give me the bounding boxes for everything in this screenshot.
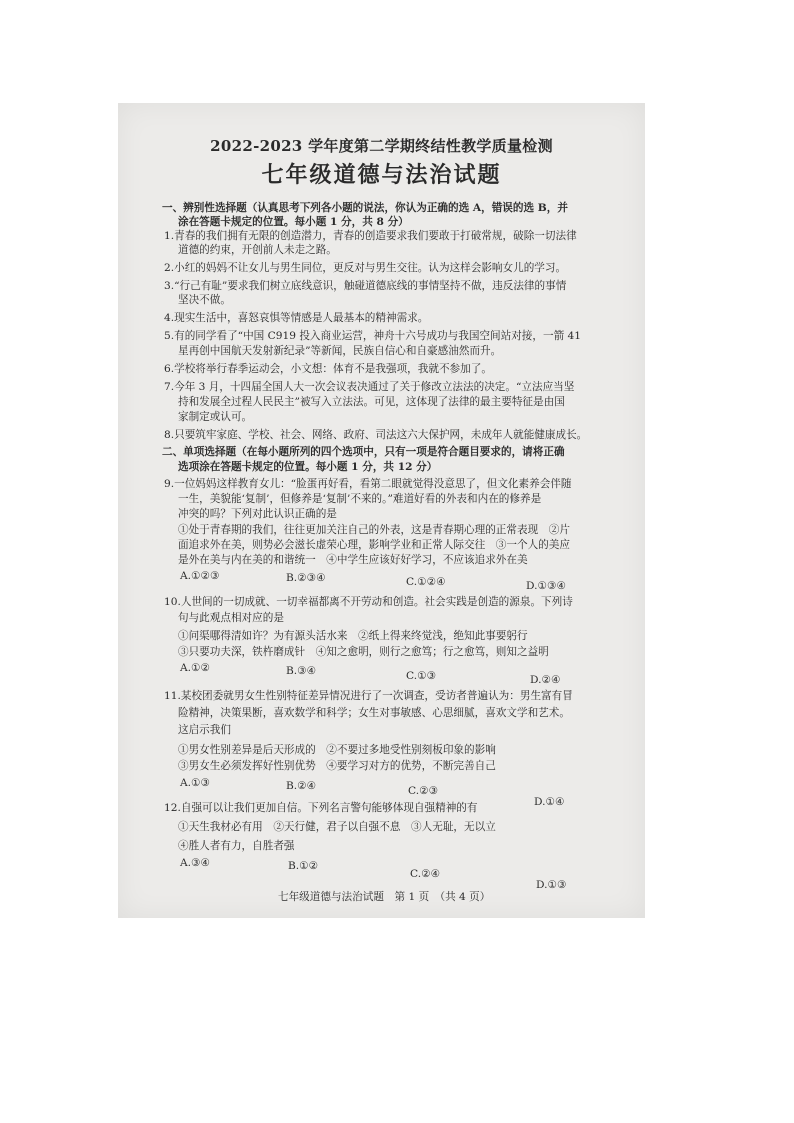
- exam-title-line1: 2022-2023 学年度第二学期终结性教学质量检测: [210, 137, 553, 155]
- section2-heading: 二、单项选择题（在每小题所列的四个选项中，只有一项是符合题目要求的，请将正确: [162, 446, 565, 458]
- q10-option-b: B.③④: [286, 665, 317, 677]
- q9-option-a: A.①②③: [180, 570, 220, 582]
- q11-line4: ①男女性别差异是后天形成的 ②不要过多地受性别刻板印象的影响: [178, 744, 496, 756]
- q10-option-d: D.②④: [530, 674, 561, 686]
- q10-line1: 10.人世间的一切成就、一切幸福都离不开劳动和创造。社会实践是创造的源泉。下列诗: [164, 596, 573, 608]
- q11-option-c: C.②③: [408, 785, 439, 797]
- q10-line4: ③只要功夫深，铁杵磨成针 ④知之愈明，则行之愈笃；行之愈笃，则知之益明: [178, 646, 549, 658]
- q12-option-d: D.①③: [536, 879, 567, 891]
- q12-line3: ④胜人者有力，自胜者强: [178, 840, 295, 852]
- exam-title-line2: 七年级道德与法治试题: [261, 162, 502, 188]
- q8-line1: 8.只要筑牢家庭、学校、社会、网络、政府、司法这六大保护网，未成年人就能健康成长。: [164, 429, 588, 441]
- q9-option-c: C.①②④: [406, 576, 446, 588]
- q3-line1: 3.“行己有耻”要求我们树立底线意识，触碰道德底线的事情坚持不做，违反法律的事情: [164, 280, 567, 292]
- q11-line1: 11.某校团委就男女生性别特征差异情况进行了一次调查，受访者普遍认为：男生富有冒: [164, 690, 573, 702]
- section2-heading-cont: 选项涂在答题卡规定的位置。每小题 1 分，共 12 分）: [178, 461, 438, 473]
- q10-line2: 句与此观点相对应的是: [178, 612, 284, 624]
- q9-line6: 是外在美与内在美的和谐统一 ④中学生应该好好学习，不应该追求外在美: [178, 554, 528, 566]
- q11-option-b: B.②④: [286, 780, 317, 792]
- q9-line2: 一生，美貌能‘复制’，但修养是‘复制’不来的。”难道好看的外表和内在的修养是: [178, 493, 542, 505]
- q3-line2: 坚决不做。: [178, 294, 231, 306]
- q5-line1: 5.有的同学看了“中国 C919 投入商业运营，神舟十六号成功与我国空间站对接，一箭 41: [164, 330, 582, 342]
- q1-line2: 道德的约束，开创前人未走之路。: [178, 244, 337, 256]
- page-footer: 七年级道德与法治试题 第 1 页 （共 4 页）: [278, 891, 491, 903]
- q11-line5: ③男女生必须发挥好性别优势 ④要学习对方的优势，不断完善自己: [178, 760, 496, 772]
- q10-option-a: A.①②: [180, 662, 211, 674]
- q11-option-a: A.①③: [180, 777, 211, 789]
- q12-option-c: C.②④: [410, 868, 441, 880]
- exam-page: [118, 103, 645, 918]
- q12-option-a: A.③④: [180, 857, 211, 869]
- q11-line3: 这启示我们: [178, 724, 231, 736]
- q9-line5: 面追求外在美，则势必会滋长虚荣心理，影响学业和正常人际交往 ③一个人的美应: [178, 539, 570, 551]
- q12-option-b: B.①②: [288, 860, 319, 872]
- q4-line1: 4.现实生活中，喜怒哀惧等情感是人最基本的精神需求。: [164, 312, 429, 324]
- q10-line3: ①问渠哪得清如许？为有源头活水来 ②纸上得来终觉浅，绝知此事要躬行: [178, 630, 528, 642]
- q7-line2: 持和发展全过程人民民主”被写入立法法。可见，这体现了法律的最主要特征是由国: [178, 396, 565, 408]
- q11-line2: 险精神，决策果断，喜欢数学和科学；女生对事敏感、心思细腻，喜欢文学和艺术。: [178, 707, 570, 719]
- q6-line1: 6.学校将举行春季运动会，小文想：体育不是我强项，我就不参加了。: [164, 363, 492, 375]
- q12-line2: ①天生我材必有用 ②天行健，君子以自强不息 ③人无耻，无以立: [178, 821, 496, 833]
- q5-line2: 星再创中国航天发射新纪录”等新闻，民族自信心和自豪感油然而升。: [178, 345, 502, 357]
- q9-option-b: B.②③④: [286, 572, 326, 584]
- q7-line3: 家制定或认可。: [178, 411, 253, 423]
- q9-line1: 9.一位妈妈这样教育女儿：“脸蛋再好看，看第二眼就觉得没意思了，但文化素养会伴随: [164, 478, 572, 490]
- q11-option-d: D.①④: [534, 796, 565, 808]
- q10-option-c: C.①③: [406, 670, 437, 682]
- q7-line1: 7.今年 3 月，十四届全国人大一次会议表决通过了关于修改立法法的决定。“立法应当坚: [164, 381, 575, 393]
- q9-line4: ①处于青春期的我们，往往更加关注自己的外表，这是青春期心理的正常表现 ②片: [178, 524, 570, 536]
- q9-line3: 冲突的吗？下列对此认识正确的是: [178, 508, 337, 520]
- q9-option-d: D.①③④: [526, 580, 566, 592]
- q12-line1: 12.自强可以让我们更加自信。下列名言警句能够体现自强精神的有: [164, 802, 478, 814]
- section1-heading: 一、辨别性选择题（认真思考下列各小题的说法，你认为正确的选 A，错误的选 B，并: [162, 202, 568, 214]
- section1-heading-cont: 涂在答题卡规定的位置。每小题 1 分，共 8 分）: [178, 216, 409, 228]
- q2-line1: 2.小红的妈妈不让女儿与男生同位，更反对与男生交往。认为这样会影响女儿的学习。: [164, 262, 567, 274]
- q1-line1: 1.青春的我们拥有无限的创造潜力，青春的创造要求我们要敢于打破常规，破除一切法律: [164, 230, 577, 242]
